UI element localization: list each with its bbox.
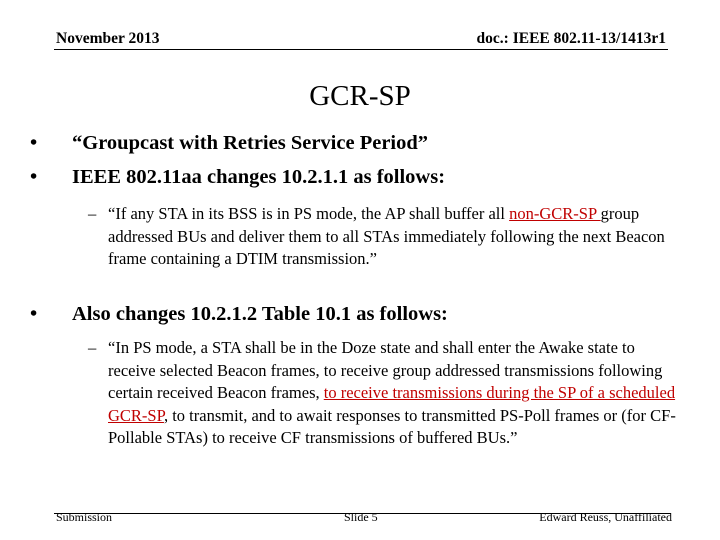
header-doc-id: doc.: IEEE 802.11-13/1413r1 [476,30,666,47]
bullet-2 [30,166,445,189]
dash-marker: – [88,204,97,223]
footer-slide-number: Slide 5 [344,510,378,524]
sub-bullet-2-text [108,337,678,450]
header-date: November 2013 [56,30,160,47]
slide-title: GCR-SP [309,80,411,112]
footer-author: Edward Reuss, Unaffiliated [539,510,672,524]
sub-2-inserted-text: to receive transmissions during the SP of a scheduled GCR-SP [108,383,676,425]
sub-bullet-1 [88,203,678,271]
dash-marker: – [88,338,97,357]
bullet-2-text: IEEE 802.11aa changes 10.2.1.1 as follows: [72,166,446,188]
bullet-3 [30,303,448,326]
sub-1-inserted-text: non-GCR-SP [509,204,601,223]
sub-bullet-2 [88,337,678,450]
sub-2-text-pre: “In PS mode, a STA shall be in the Doze state and shall enter the Awake state to receive selected Beacon frames, to receive group addressed transmissions following certain received Beacon frames, [108,338,663,402]
header-rule [54,49,668,50]
sub-1-text-pre: “If any STA in its BSS is in PS mode, the AP shall buffer all [108,204,510,223]
sub-2-text-post: , to transmit, and to await responses to transmitted PS-Poll frames or (for CF-Pollable STAs) to receive CF transmissions of buffered BUs.” [108,405,676,447]
bullet-3-text: Also changes 10.2.1.2 Table 10.1 as follows: [72,303,448,325]
footer-submission: Submission [56,510,113,524]
sub-1-text-post: group addressed BUs and deliver them to all STAs immediately following the next Beacon frame containing a DTIM transmission.” [108,204,665,268]
bullet-dot: • [30,132,38,154]
bullet-1 [30,132,428,155]
bullet-dot: • [30,166,38,188]
bullet-dot: • [30,303,38,325]
sub-bullet-1-text [108,203,678,271]
bullet-1-text: “Groupcast with Retries Service Period” [72,132,429,154]
